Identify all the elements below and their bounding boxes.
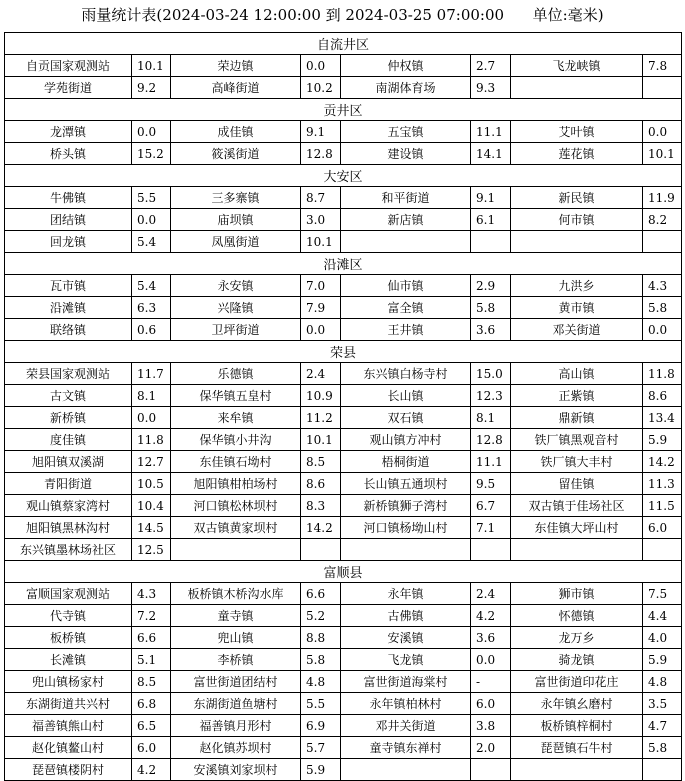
station-name-cell: [171, 539, 301, 561]
station-name-cell: 何市镇: [511, 209, 643, 231]
station-name-cell: 富世街道海棠村: [341, 671, 471, 693]
station-name-cell: 凤凰街道: [171, 231, 301, 253]
rainfall-value-cell: 5.8: [643, 737, 682, 759]
rainfall-value-cell: 5.8: [471, 297, 511, 319]
station-name-cell: [341, 539, 471, 561]
rainfall-value-cell: 11.7: [132, 363, 171, 385]
rainfall-table-container: [4, 32, 681, 781]
rainfall-value-cell: 4.2: [132, 759, 171, 781]
station-name-cell: 飞龙峡镇: [511, 55, 643, 77]
station-name-cell: 新民镇: [511, 187, 643, 209]
station-name-cell: 长山镇五通坝村: [341, 473, 471, 495]
table-row: [5, 407, 682, 429]
rainfall-value-cell: 6.7: [471, 495, 511, 517]
station-name-cell: 牛佛镇: [5, 187, 132, 209]
rainfall-value-cell: 4.2: [471, 605, 511, 627]
station-name-cell: 东兴镇白杨寺村: [341, 363, 471, 385]
table-row: [5, 627, 682, 649]
rainfall-value-cell: 7.8: [643, 55, 682, 77]
rainfall-value-cell: 4.4: [643, 605, 682, 627]
rainfall-value-cell: 6.3: [132, 297, 171, 319]
rainfall-value-cell: 0.0: [643, 121, 682, 143]
rainfall-value-cell: 8.1: [471, 407, 511, 429]
rainfall-value-cell: 12.3: [471, 385, 511, 407]
rainfall-value-cell: 0.0: [132, 407, 171, 429]
rainfall-table-body: [5, 33, 682, 781]
station-name-cell: 永年镇柏林村: [341, 693, 471, 715]
station-name-cell: 学苑街道: [5, 77, 132, 99]
station-name-cell: 福善镇熊山村: [5, 715, 132, 737]
rainfall-value-cell: 2.4: [471, 583, 511, 605]
table-row: [5, 55, 682, 77]
station-name-cell: 联络镇: [5, 319, 132, 341]
rainfall-value-cell: -: [471, 671, 511, 693]
rainfall-value-cell: 14.5: [132, 517, 171, 539]
rainfall-value-cell: 8.6: [643, 385, 682, 407]
rainfall-value-cell: 11.1: [471, 121, 511, 143]
section-header-row: [5, 99, 682, 121]
station-name-cell: 庙坝镇: [171, 209, 301, 231]
station-name-cell: 东兴镇墨林场社区: [5, 539, 132, 561]
station-name-cell: 度佳镇: [5, 429, 132, 451]
rainfall-value-cell: 5.4: [132, 275, 171, 297]
section-title: 荣县: [5, 341, 682, 363]
station-name-cell: 童寺镇: [171, 605, 301, 627]
station-name-cell: 怀德镇: [511, 605, 643, 627]
table-row: [5, 539, 682, 561]
rainfall-value-cell: 5.9: [301, 759, 341, 781]
station-name-cell: 团结镇: [5, 209, 132, 231]
station-name-cell: 成佳镇: [171, 121, 301, 143]
station-name-cell: 富全镇: [341, 297, 471, 319]
station-name-cell: 永安镇: [171, 275, 301, 297]
rainfall-value-cell: 8.6: [301, 473, 341, 495]
station-name-cell: 乐德镇: [171, 363, 301, 385]
rainfall-value-cell: 4.7: [643, 715, 682, 737]
table-row: [5, 693, 682, 715]
station-name-cell: 双古镇黄家坝村: [171, 517, 301, 539]
rainfall-value-cell: 4.8: [301, 671, 341, 693]
rainfall-value-cell: 5.1: [132, 649, 171, 671]
rainfall-value-cell: 6.1: [471, 209, 511, 231]
station-name-cell: 赵化镇鳌山村: [5, 737, 132, 759]
station-name-cell: [341, 759, 471, 781]
rainfall-value-cell: 0.0: [132, 121, 171, 143]
rainfall-value-cell: 3.5: [643, 693, 682, 715]
rainfall-value-cell: 3.6: [471, 627, 511, 649]
station-name-cell: 邓井关街道: [341, 715, 471, 737]
table-row: [5, 429, 682, 451]
table-row: [5, 143, 682, 165]
rainfall-value-cell: 6.8: [132, 693, 171, 715]
station-name-cell: 河口镇松林坝村: [171, 495, 301, 517]
station-name-cell: 龙潭镇: [5, 121, 132, 143]
station-name-cell: 东湖街道共兴村: [5, 693, 132, 715]
rainfall-value-cell: [643, 759, 682, 781]
rainfall-value-cell: 3.8: [471, 715, 511, 737]
station-name-cell: 铁厂镇黑观音村: [511, 429, 643, 451]
station-name-cell: 兴隆镇: [171, 297, 301, 319]
rainfall-value-cell: 10.2: [301, 77, 341, 99]
rainfall-value-cell: 10.4: [132, 495, 171, 517]
section-title: 沿滩区: [5, 253, 682, 275]
section-header-row: [5, 561, 682, 583]
rainfall-value-cell: [643, 539, 682, 561]
rainfall-value-cell: 5.5: [132, 187, 171, 209]
table-row: [5, 187, 682, 209]
table-row: [5, 363, 682, 385]
rainfall-value-cell: 0.6: [132, 319, 171, 341]
station-name-cell: 永年镇幺磨村: [511, 693, 643, 715]
station-name-cell: 黄市镇: [511, 297, 643, 319]
station-name-cell: 高峰街道: [171, 77, 301, 99]
rainfall-value-cell: 10.9: [301, 385, 341, 407]
rainfall-value-cell: 5.9: [643, 429, 682, 451]
rainfall-value-cell: 5.9: [643, 649, 682, 671]
station-name-cell: 青阳街道: [5, 473, 132, 495]
table-row: [5, 671, 682, 693]
rainfall-value-cell: 6.0: [643, 517, 682, 539]
table-row: [5, 209, 682, 231]
rainfall-value-cell: 6.9: [301, 715, 341, 737]
station-name-cell: 荣县国家观测站: [5, 363, 132, 385]
rainfall-value-cell: 7.5: [643, 583, 682, 605]
rainfall-value-cell: 4.3: [643, 275, 682, 297]
rainfall-value-cell: 4.8: [643, 671, 682, 693]
section-title: 大安区: [5, 165, 682, 187]
station-name-cell: 骑龙镇: [511, 649, 643, 671]
station-name-cell: 留佳镇: [511, 473, 643, 495]
station-name-cell: 保华镇五皇村: [171, 385, 301, 407]
table-row: [5, 759, 682, 781]
station-name-cell: 莲花镇: [511, 143, 643, 165]
rainfall-value-cell: 6.0: [132, 737, 171, 759]
rainfall-value-cell: 10.1: [643, 143, 682, 165]
station-name-cell: 王井镇: [341, 319, 471, 341]
section-header-row: [5, 33, 682, 55]
station-name-cell: 龙万乡: [511, 627, 643, 649]
rainfall-value-cell: 11.5: [643, 495, 682, 517]
station-name-cell: 旭阳镇双溪湖: [5, 451, 132, 473]
station-name-cell: 双古镇于佳场社区: [511, 495, 643, 517]
station-name-cell: 狮市镇: [511, 583, 643, 605]
station-name-cell: 长滩镇: [5, 649, 132, 671]
rainfall-value-cell: 10.1: [132, 55, 171, 77]
rainfall-value-cell: 4.0: [643, 627, 682, 649]
station-name-cell: 旭阳镇柑柏场村: [171, 473, 301, 495]
rainfall-value-cell: 2.9: [471, 275, 511, 297]
rainfall-value-cell: 10.1: [301, 429, 341, 451]
station-name-cell: 赵化镇苏坝村: [171, 737, 301, 759]
rainfall-value-cell: 2.0: [471, 737, 511, 759]
rainfall-value-cell: 9.1: [301, 121, 341, 143]
rainfall-value-cell: 5.5: [301, 693, 341, 715]
rainfall-value-cell: 8.5: [132, 671, 171, 693]
station-name-cell: 代寺镇: [5, 605, 132, 627]
station-name-cell: 李桥镇: [171, 649, 301, 671]
table-row: [5, 583, 682, 605]
station-name-cell: 古文镇: [5, 385, 132, 407]
station-name-cell: 邓关街道: [511, 319, 643, 341]
table-row: [5, 649, 682, 671]
rainfall-value-cell: 11.8: [643, 363, 682, 385]
station-name-cell: 永年镇: [341, 583, 471, 605]
station-name-cell: [511, 77, 643, 99]
rainfall-value-cell: 9.2: [132, 77, 171, 99]
rainfall-value-cell: 2.4: [301, 363, 341, 385]
rainfall-value-cell: 0.0: [301, 319, 341, 341]
station-name-cell: 兜山镇: [171, 627, 301, 649]
rainfall-value-cell: 8.5: [301, 451, 341, 473]
station-name-cell: 富顺国家观测站: [5, 583, 132, 605]
rainfall-value-cell: 14.1: [471, 143, 511, 165]
station-name-cell: [511, 539, 643, 561]
station-name-cell: 建设镇: [341, 143, 471, 165]
rainfall-value-cell: 9.5: [471, 473, 511, 495]
rainfall-value-cell: 5.7: [301, 737, 341, 759]
rainfall-value-cell: 7.1: [471, 517, 511, 539]
station-name-cell: 飞龙镇: [341, 649, 471, 671]
rainfall-value-cell: [301, 539, 341, 561]
table-row: [5, 231, 682, 253]
station-name-cell: 桥头镇: [5, 143, 132, 165]
station-name-cell: 河口镇杨坳山村: [341, 517, 471, 539]
rainfall-value-cell: 6.5: [132, 715, 171, 737]
rainfall-value-cell: 5.4: [132, 231, 171, 253]
station-name-cell: 鼎新镇: [511, 407, 643, 429]
station-name-cell: 荣边镇: [171, 55, 301, 77]
section-header-row: [5, 165, 682, 187]
rainfall-value-cell: 6.0: [471, 693, 511, 715]
rainfall-value-cell: 9.1: [471, 187, 511, 209]
section-title: 富顺县: [5, 561, 682, 583]
station-name-cell: 福善镇月形村: [171, 715, 301, 737]
section-title: 贡井区: [5, 99, 682, 121]
station-name-cell: 仙市镇: [341, 275, 471, 297]
station-name-cell: 艾叶镇: [511, 121, 643, 143]
table-row: [5, 495, 682, 517]
rainfall-value-cell: 11.1: [471, 451, 511, 473]
rainfall-value-cell: 15.0: [471, 363, 511, 385]
rainfall-value-cell: 5.8: [301, 649, 341, 671]
rainfall-value-cell: 2.7: [471, 55, 511, 77]
rainfall-value-cell: [643, 77, 682, 99]
station-name-cell: 沿滩镇: [5, 297, 132, 319]
station-name-cell: 板桥镇梓桐村: [511, 715, 643, 737]
rainfall-value-cell: 0.0: [301, 55, 341, 77]
rainfall-value-cell: 8.7: [301, 187, 341, 209]
station-name-cell: 瓦市镇: [5, 275, 132, 297]
station-name-cell: 高山镇: [511, 363, 643, 385]
rainfall-table: [4, 32, 682, 781]
section-header-row: [5, 253, 682, 275]
table-row: [5, 77, 682, 99]
rainfall-value-cell: 7.9: [301, 297, 341, 319]
rainfall-value-cell: 6.6: [132, 627, 171, 649]
table-row: [5, 517, 682, 539]
station-name-cell: 九洪乡: [511, 275, 643, 297]
table-row: [5, 715, 682, 737]
table-row: [5, 121, 682, 143]
table-row: [5, 297, 682, 319]
station-name-cell: 富世街道团结村: [171, 671, 301, 693]
rainfall-value-cell: 8.8: [301, 627, 341, 649]
rainfall-value-cell: 10.5: [132, 473, 171, 495]
station-name-cell: 富世街道印花庄: [511, 671, 643, 693]
rainfall-value-cell: 12.5: [132, 539, 171, 561]
rainfall-value-cell: 11.3: [643, 473, 682, 495]
table-row: [5, 737, 682, 759]
station-name-cell: 东湖街道鱼塘村: [171, 693, 301, 715]
rainfall-value-cell: [471, 539, 511, 561]
station-name-cell: 安溪镇: [341, 627, 471, 649]
station-name-cell: 安溪镇刘家坝村: [171, 759, 301, 781]
rainfall-value-cell: 14.2: [301, 517, 341, 539]
station-name-cell: 铁厂镇大丰村: [511, 451, 643, 473]
station-name-cell: 板桥镇木桥沟水库: [171, 583, 301, 605]
rainfall-value-cell: 7.2: [132, 605, 171, 627]
rainfall-value-cell: 5.8: [643, 297, 682, 319]
rainfall-value-cell: 12.8: [471, 429, 511, 451]
rainfall-value-cell: [471, 759, 511, 781]
rainfall-value-cell: [471, 231, 511, 253]
station-name-cell: 新店镇: [341, 209, 471, 231]
table-row: [5, 275, 682, 297]
table-row: [5, 319, 682, 341]
station-name-cell: 自贡国家观测站: [5, 55, 132, 77]
rainfall-value-cell: 6.6: [301, 583, 341, 605]
station-name-cell: 双石镇: [341, 407, 471, 429]
station-name-cell: 新桥镇狮子湾村: [341, 495, 471, 517]
rainfall-value-cell: 11.8: [132, 429, 171, 451]
station-name-cell: 卫坪街道: [171, 319, 301, 341]
rainfall-value-cell: 11.9: [643, 187, 682, 209]
station-name-cell: 来牟镇: [171, 407, 301, 429]
rainfall-value-cell: 8.3: [301, 495, 341, 517]
rainfall-value-cell: 5.2: [301, 605, 341, 627]
rainfall-value-cell: 0.0: [643, 319, 682, 341]
station-name-cell: 筱溪街道: [171, 143, 301, 165]
rainfall-value-cell: 0.0: [471, 649, 511, 671]
station-name-cell: 观山镇方冲村: [341, 429, 471, 451]
station-name-cell: 童寺镇东禅村: [341, 737, 471, 759]
station-name-cell: 回龙镇: [5, 231, 132, 253]
station-name-cell: 新桥镇: [5, 407, 132, 429]
station-name-cell: 东佳镇大坪山村: [511, 517, 643, 539]
station-name-cell: 琵琶镇楼阴村: [5, 759, 132, 781]
rainfall-value-cell: 8.1: [132, 385, 171, 407]
rainfall-value-cell: 7.0: [301, 275, 341, 297]
table-row: [5, 385, 682, 407]
rainfall-value-cell: 12.8: [301, 143, 341, 165]
station-name-cell: 仲权镇: [341, 55, 471, 77]
station-name-cell: 观山镇蔡家湾村: [5, 495, 132, 517]
page-title: 雨量统计表(2024-03-24 12:00:00 到 2024-03-25 07:00:00 单位:毫米): [81, 6, 604, 24]
rainfall-value-cell: 8.2: [643, 209, 682, 231]
station-name-cell: 南湖体育场: [341, 77, 471, 99]
station-name-cell: 梧桐街道: [341, 451, 471, 473]
station-name-cell: [511, 759, 643, 781]
rainfall-value-cell: 14.2: [643, 451, 682, 473]
station-name-cell: 保华镇小井沟: [171, 429, 301, 451]
table-row: [5, 605, 682, 627]
station-name-cell: 五宝镇: [341, 121, 471, 143]
station-name-cell: 板桥镇: [5, 627, 132, 649]
rainfall-value-cell: 4.3: [132, 583, 171, 605]
station-name-cell: 兜山镇杨家村: [5, 671, 132, 693]
rainfall-value-cell: 9.3: [471, 77, 511, 99]
station-name-cell: 琵琶镇石牛村: [511, 737, 643, 759]
station-name-cell: 三多寨镇: [171, 187, 301, 209]
station-name-cell: 正紫镇: [511, 385, 643, 407]
table-row: [5, 451, 682, 473]
rainfall-value-cell: 12.7: [132, 451, 171, 473]
rainfall-value-cell: [643, 231, 682, 253]
rainfall-value-cell: 3.0: [301, 209, 341, 231]
station-name-cell: 旭阳镇黑林沟村: [5, 517, 132, 539]
rainfall-value-cell: 13.4: [643, 407, 682, 429]
section-header-row: [5, 341, 682, 363]
section-title: 自流井区: [5, 33, 682, 55]
rainfall-value-cell: 3.6: [471, 319, 511, 341]
station-name-cell: 和平街道: [341, 187, 471, 209]
station-name-cell: 东佳镇石坳村: [171, 451, 301, 473]
station-name-cell: 古佛镇: [341, 605, 471, 627]
station-name-cell: 长山镇: [341, 385, 471, 407]
station-name-cell: [341, 231, 471, 253]
station-name-cell: [511, 231, 643, 253]
table-row: [5, 473, 682, 495]
rainfall-value-cell: 11.2: [301, 407, 341, 429]
rainfall-value-cell: 0.0: [132, 209, 171, 231]
rainfall-value-cell: 10.1: [301, 231, 341, 253]
rainfall-value-cell: 15.2: [132, 143, 171, 165]
